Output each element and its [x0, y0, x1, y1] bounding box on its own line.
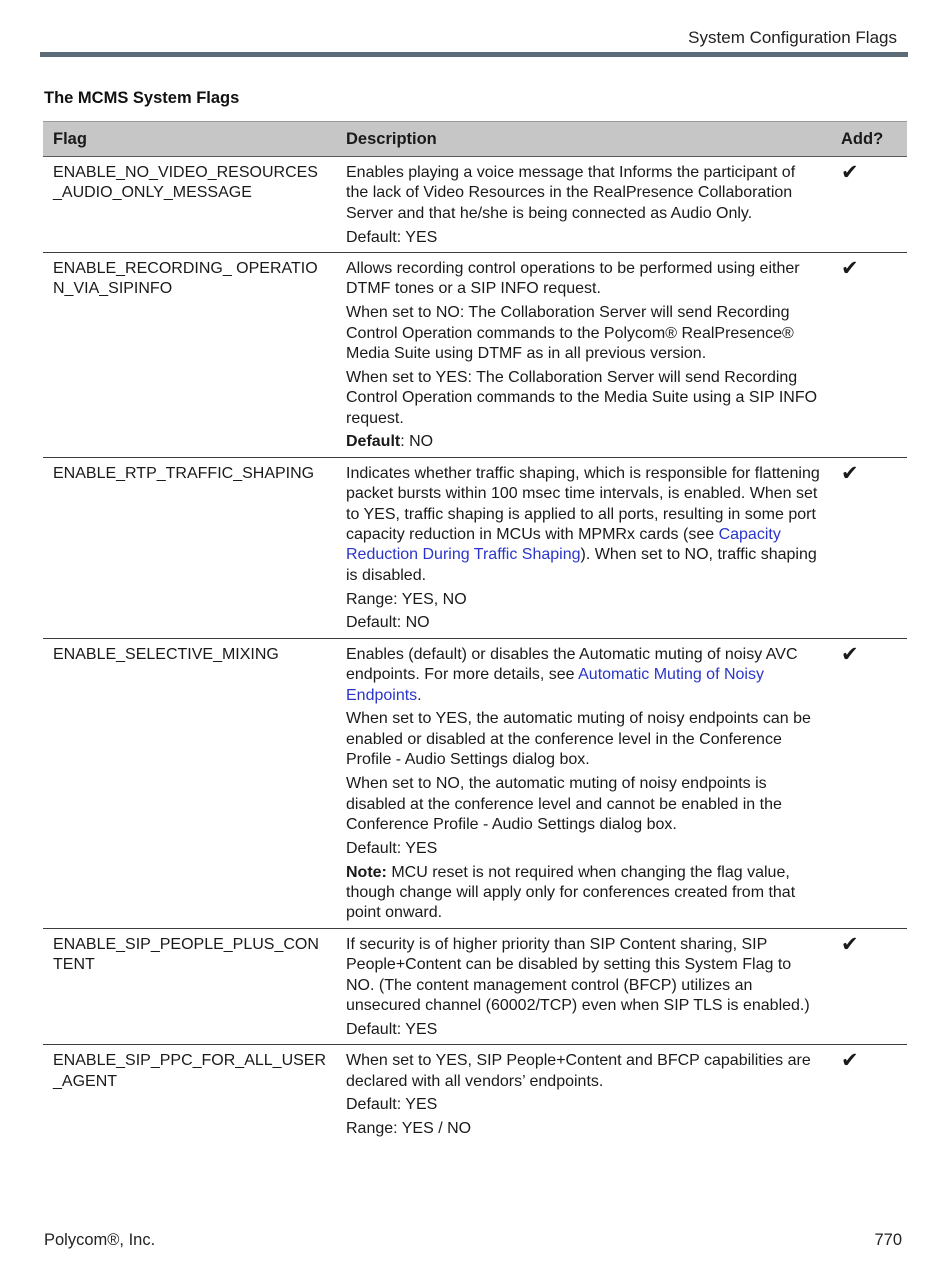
- checkmark-icon: ✔: [841, 161, 859, 184]
- checkmark-icon: ✔: [841, 1049, 859, 1073]
- add-cell: [831, 157, 907, 253]
- note-paragraph: [346, 863, 821, 924]
- header-rule: [40, 52, 908, 57]
- flag-name: ENABLE_SIP_PEOPLE_PLUS_CONTENT: [43, 928, 336, 1044]
- description-text: .: [417, 686, 422, 704]
- range-value: Range: YES / NO: [346, 1120, 472, 1138]
- flag-name: ENABLE_NO_VIDEO_RESOURCES_AUDIO_ONLY_MESSAGE: [43, 157, 336, 253]
- note-label: Note:: [346, 863, 387, 881]
- description-paragraph: If security is of higher priority than SIP Content sharing, SIP People+Content can be disabled by setting this System Flag to NO. (The content management control (BFCP) utilizes an unsecured channel (60002/TCP) even when SIP TLS is enabled.): [346, 935, 810, 1014]
- checkmark-icon: ✔: [841, 257, 859, 281]
- cross-reference-link[interactable]: Automatic Muting of Noisy Endpoints: [346, 666, 764, 704]
- column-header-description: Description: [336, 122, 831, 157]
- table-row: [43, 457, 907, 638]
- description-paragraph: When set to NO: The Collaboration Server will send Recording Control Operation commands to the Polycom® RealPresence® Media Suite using DTMF as in all previous version.: [346, 304, 794, 363]
- description-paragraph: When set to YES, the automatic muting of noisy endpoints can be enabled or disabled at the conference level in the Conference Profile - Audio Settings dialog box.: [346, 710, 811, 769]
- description-text: Enables (default) or disables the Automatic muting of noisy AVC endpoints. For more details, see: [346, 645, 798, 684]
- flags-table: [43, 121, 907, 1144]
- table-row: [43, 1045, 907, 1144]
- default-text: : NO: [400, 433, 434, 451]
- default-value: Default: YES: [346, 1020, 438, 1038]
- flag-name: ENABLE_SIP_PPC_FOR_ALL_USER_AGENT: [53, 1052, 327, 1090]
- column-header-flag: Flag: [43, 122, 336, 157]
- add-cell: [831, 457, 907, 638]
- flag-name: ENABLE_RTP_TRAFFIC_SHAPING: [43, 457, 336, 638]
- table-row: [43, 157, 907, 253]
- flag-description: [336, 638, 831, 928]
- checkmark-icon: ✔: [841, 461, 859, 485]
- add-cell: [831, 253, 907, 458]
- default-value: [346, 432, 821, 452]
- cross-reference-link[interactable]: Capacity Reduction During Traffic Shaping: [346, 526, 781, 564]
- default-value: Default: YES: [346, 839, 438, 857]
- add-cell: [831, 1045, 907, 1144]
- description-paragraph: When set to NO, the automatic muting of noisy endpoints is disabled at the conference level and cannot be enabled in the Conference Profile - Audio Settings dialog box.: [346, 775, 782, 833]
- description-text: Indicates whether traffic shaping, which is responsible for flattening packet bursts within 100 msec time intervals, is enabled. When set to YES, traffic shaping is applied to all ports, resulting in some port capacity reduction in MCUs with MPMRx cards (see: [346, 464, 820, 544]
- description-paragraph: [346, 464, 821, 586]
- table-header: [43, 122, 907, 157]
- description-text: ). When set to NO, traffic shaping is disabled.: [346, 546, 817, 584]
- add-cell: [831, 928, 907, 1044]
- running-header-title: System Configuration Flags: [688, 28, 897, 47]
- note-text: MCU reset is not required when changing the flag value, though change will apply only for conferences created from that point onward.: [346, 863, 796, 922]
- default-label: Default: [346, 433, 401, 451]
- flag-description: [336, 1045, 831, 1144]
- table-row: [43, 928, 907, 1044]
- column-header-add: Add?: [831, 122, 907, 157]
- checkmark-icon: ✔: [841, 642, 859, 666]
- checkmark-icon: ✔: [841, 932, 859, 956]
- footer-page-number: 770: [874, 1231, 902, 1249]
- flag-description: [336, 157, 831, 253]
- default-value: Default: YES: [346, 1096, 438, 1114]
- flag-description: [336, 253, 831, 458]
- table-row: [43, 253, 907, 458]
- default-value: Default: NO: [346, 614, 430, 632]
- add-cell: [831, 638, 907, 928]
- section-title: The MCMS System Flags: [44, 89, 240, 107]
- table-row: [43, 638, 907, 928]
- description-paragraph: When set to YES: The Collaboration Server will send Recording Control Operation commands to the Media Suite using a SIP INFO request.: [346, 368, 818, 427]
- description-paragraph: [346, 645, 821, 706]
- description-paragraph: When set to YES, SIP People+Content and BFCP capabilities are declared with all vendors’ endpoints.: [346, 1052, 811, 1090]
- flag-description: [336, 928, 831, 1044]
- range-value: Range: YES, NO: [346, 590, 467, 608]
- flag-description: [336, 457, 831, 638]
- footer-company: Polycom®, Inc.: [44, 1231, 156, 1249]
- flag-name: ENABLE_SELECTIVE_MIXING: [43, 638, 336, 928]
- description-paragraph: Allows recording control operations to be performed using either DTMF tones or a SIP INFO request.: [346, 260, 800, 298]
- default-value: Default: YES: [346, 228, 438, 246]
- flag-name: ENABLE_RECORDING_ OPERATION_VIA_SIPINFO: [43, 253, 336, 458]
- description-paragraph: Enables playing a voice message that Informs the participant of the lack of Video Resources in the RealPresence Collaboration Server and that he/she is being connected as Audio Only.: [346, 164, 796, 222]
